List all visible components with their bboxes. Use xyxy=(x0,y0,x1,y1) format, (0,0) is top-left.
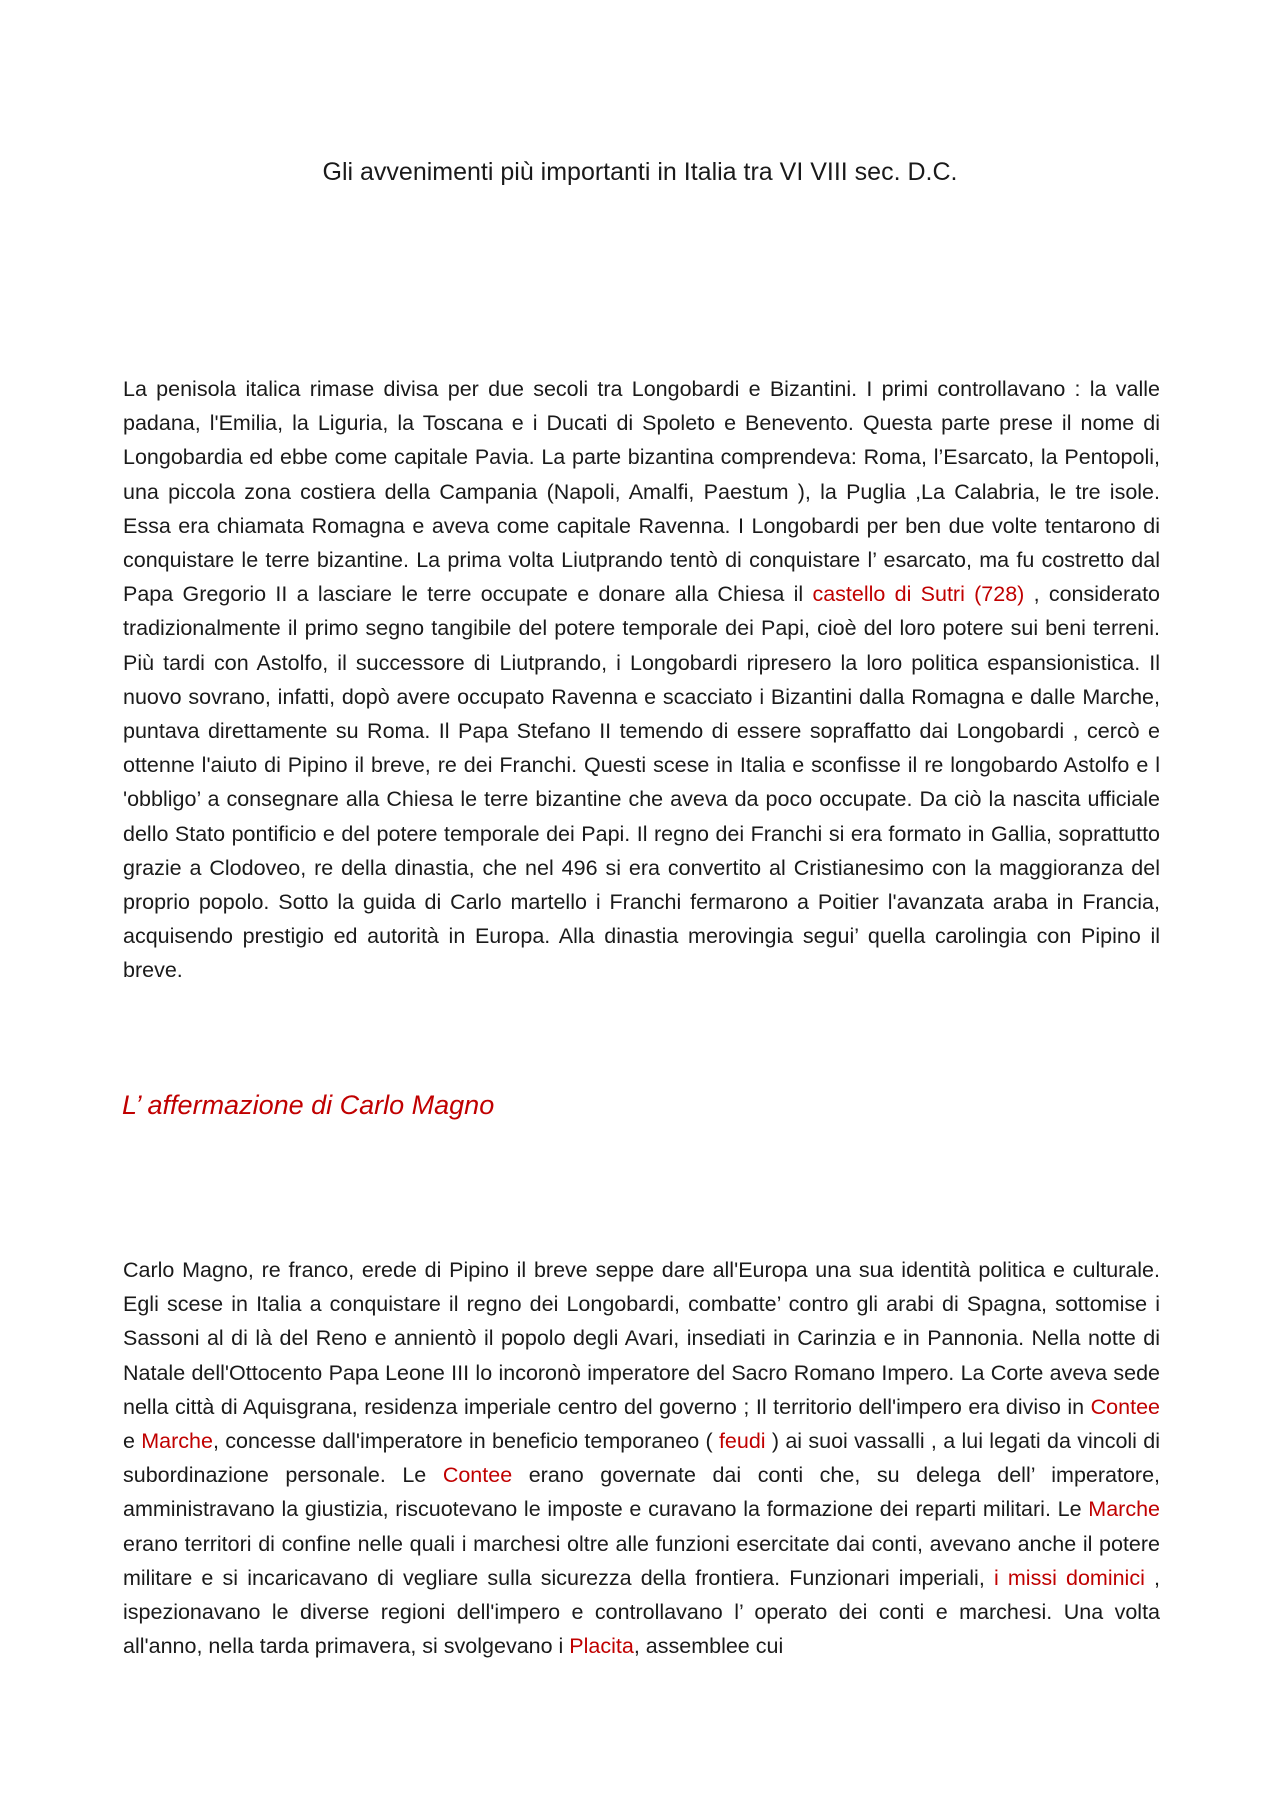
paragraph-text: Carlo Magno, re franco, erede di Pipino il breve seppe dare all'Europa una sua identità politica e culturale. Egli scese in Italia a conquistare il regno dei Longobardi, combatte’ contro gli arabi di Spagna, sottomise i Sassoni al di là del Reno e annientò il popolo degli Avari, insediati in Carinzia e in Pannonia. Nella notte di Natale dell'Ottocento Papa Leone III lo incoronò imperatore del Sacro Romano Impero. La Corte aveva sede nella città di Aquisgrana, residenza imperiale centro del governo ; Il territorio dell'impero era diviso in xyxy=(123,1258,1160,1419)
paragraph-text: e xyxy=(123,1429,142,1454)
paragraph-text: , concesse dall'imperatore in beneficio temporaneo ( xyxy=(212,1429,719,1454)
highlight-contee: Contee xyxy=(442,1463,513,1488)
section-heading-carlo-magno: L’ affermazione di Carlo Magno xyxy=(122,1090,495,1120)
highlight-marche: Marche xyxy=(141,1429,213,1454)
highlight-marche: Marche xyxy=(1088,1497,1160,1522)
paragraph-lombards-byzantines xyxy=(123,372,1160,988)
document-title: Gli avvenimenti più importanti in Italia tra VI VIII sec. D.C. xyxy=(322,158,958,186)
paragraph-text: , considerato tradizionalmente il primo segno tangibile del potere temporale dei Papi, cioè del loro potere sui beni terreni. Più tardi con Astolfo, il successore di Liutprando, i Longobardi ripresero la loro politica espansionistica. Il nuovo sovrano, infatti, dopò avere occupato Ravenna e scacciato i Bizantini dalla Romagna e dalle Marche, puntava direttamente su Roma. Il Papa Stefano II temendo di essere sopraffatto dai Longobardi , cercò e ottenne l'aiuto di Pipino il breve, re dei Franchi. Questi scese in Italia e sconfisse il re longobardo Astolfo e l 'obbligo’ a consegnare alla Chiesa le terre bizantine che aveva da poco occupate. Da ciò la nascita ufficiale dello Stato pontificio e del potere temporale dei Papi. Il regno dei Franchi si era formato in Gallia, soprattutto grazie a Clodoveo, re della dinastia, che nel 496 si era convertito al Cristianesimo con la maggioranza del proprio popolo. Sotto la guida di Carlo martello i Franchi fermarono a Poitier l'avanzata araba in Francia, acquisendo prestigio ed autorità in Europa. Alla dinastia merovingia segui’ quella carolingia con Pipino il breve. xyxy=(123,582,1161,983)
paragraph-text: erano territori di confine nelle quali i marchesi oltre alle funzioni esercitate dai conti, avevano anche il potere militare e si incaricavano di vegliare sulla sicurezza della frontiera. Funzionari imperiali, xyxy=(123,1531,1160,1590)
paragraph-text: , ispezionavano le diverse regioni dell'impero e controllavano l’ operato dei conti e marchesi. Una volta all'anno, nella tarda primavera, si svolgevano i xyxy=(123,1565,1160,1659)
paragraph-text: erano governate dai conti che, su delega dell’ imperatore, amministravano la giustizia, riscuotevano le imposte e curavano la formazione dei reparti militari. Le xyxy=(123,1463,1160,1522)
highlight-placita: Placita xyxy=(569,1634,634,1659)
paragraph-carlo-magno xyxy=(123,1253,1160,1663)
paragraph-text: ) ai suoi vassalli , a lui legati da vincoli di subordinazione personale. Le xyxy=(123,1429,1160,1488)
paragraph-text: La penisola italica rimase divisa per due secoli tra Longobardi e Bizantini. I primi controllavano : la valle padana, l'Emilia, la Liguria, la Toscana e i Ducati di Spoleto e Benevento. Questa parte prese il nome di Longobardia ed ebbe come capitale Pavia. La parte bizantina comprendeva: Roma, l’Esarcato, la Pentopoli, una piccola zona costiera della Campania (Napoli, Amalfi, Paestum ), la Puglia ,La Calabria, le tre isole. Essa era chiamata Romagna e aveva come capitale Ravenna. I Longobardi per ben due volte tentarono di conquistare le terre bizantine. La prima volta Liutprando tentò di conquistare l’ esarcato, ma fu costretto dal Papa Gregorio II a lasciare le terre occupate e donare alla Chiesa il xyxy=(123,377,1160,607)
highlight-castello-di-sutri: castello di Sutri (728) xyxy=(812,582,1025,607)
highlight-contee: Contee xyxy=(1090,1394,1160,1419)
paragraph-text: , assemblee cui xyxy=(633,1634,784,1659)
highlight-feudi: feudi xyxy=(718,1429,766,1454)
highlight-missi-dominici: i missi dominici xyxy=(993,1565,1145,1590)
